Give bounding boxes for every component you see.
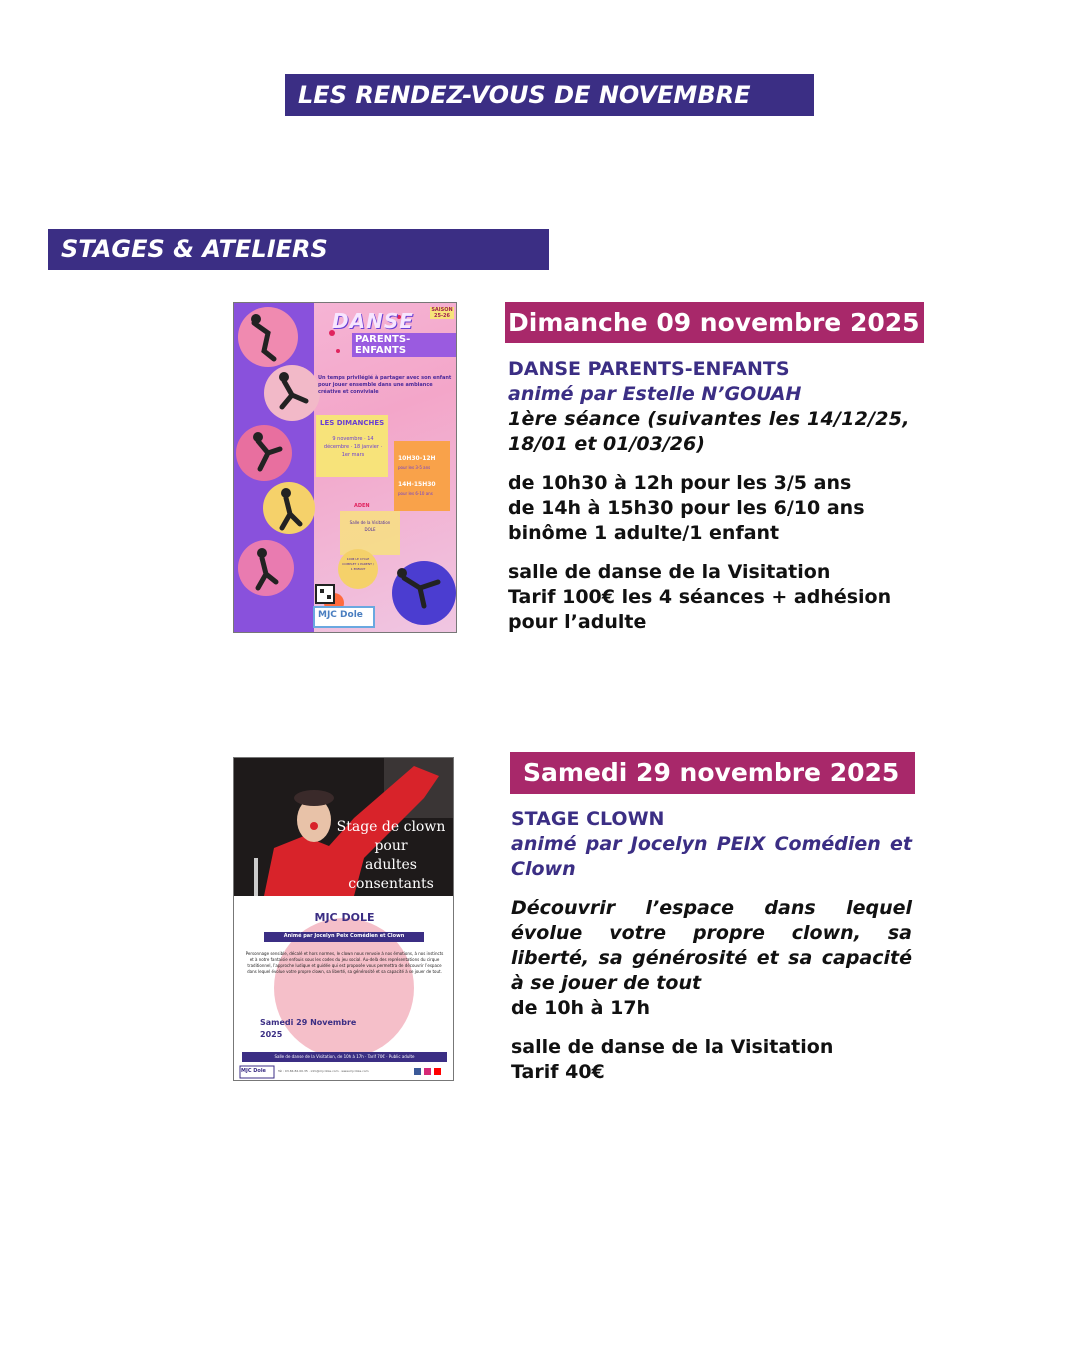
clown-poster-contact: Tél : 03.84.82.00.35 · info@mjcdole.com · www.mjcdole.com [278,1069,369,1073]
event1-place: salle de danse de la Visitation [508,561,831,583]
poster-logo: MJC Dole [318,610,363,620]
clown-overlay-line1: Stage de clown [336,819,446,835]
dance-poster [233,302,457,633]
event2-price: Tarif 40€ [511,1061,605,1083]
poster-venue: Salle de la Visitation DOLE [349,520,391,532]
event1-time1: de 10h30 à 12h pour les 3/5 ans [508,472,852,494]
event2-time: de 10h à 17h [511,997,651,1019]
poster-slot1: 10H30-12H [398,455,436,462]
event1-session-line2: 18/01 et 01/03/26) [508,433,705,455]
clown-poster-footer: Salle de danse de la Visitation, de 10h à 17h · Tarif 70€ · Public adulte [274,1054,415,1059]
clown-poster-logo: MJC Dole [241,1068,266,1074]
event2-place: salle de danse de la Visitation [511,1036,834,1058]
clown-poster-subtitle: Animé par Jocelyn Peix Comédien et Clown [283,933,405,939]
event1-details [508,357,910,635]
poster-price: 100€ LE CYCLE COMPLET 1 PARENT / 1 ENFANT [342,557,374,571]
clown-poster-date2: 2025 [260,1030,283,1039]
poster-slot2: 14H-15H30 [398,481,436,488]
event2-description: Découvrir l’espace dans lequel évolue votre propre clown, sa liberté, sa générosité et sa capacité à se jouer de tout [511,897,912,994]
event2-title: STAGE CLOWN [511,808,665,830]
event2-date: Samedi 29 novembre 2025 [523,758,900,787]
poster-venue-label: ADEN [354,503,370,509]
clown-poster-date1: Samedi 29 Novembre [260,1018,357,1027]
event1-title: DANSE PARENTS-ENFANTS [508,358,790,380]
poster-title-danse: DANSE [332,309,414,333]
clown-overlay-text [326,818,454,894]
event2-date-banner [510,752,915,794]
clown-overlay-line4: consentants [348,876,434,892]
event1-date-banner [505,302,924,343]
poster-slot2-sub: pour les 6-10 ans [398,491,433,496]
event1-animator: animé par Estelle N’GOUAH [508,383,802,405]
page-title: LES RENDEZ-VOUS DE NOVEMBRE [285,74,814,116]
event1-pair: binôme 1 adulte/1 enfant [508,522,780,544]
clown-overlay-line3: adultes [365,857,417,873]
event2-details [511,807,912,1085]
clown-poster [233,757,454,1081]
poster-dates: 9 novembre · 14 décembre · 18 janvier · 1er mars [323,436,383,458]
event1-time2: de 14h à 15h30 pour les 6/10 ans [508,497,865,519]
event1-price-line1: Tarif 100€ les 4 séances + adhésion [508,586,892,608]
poster-title-parents: PARENTS- ENFANTS [352,333,456,357]
clown-poster-org: MJC DOLE [314,911,375,924]
event2-animator: animé par Jocelyn PEIX Comédien et Clown [511,833,912,880]
poster-dimanches-label: LES DIMANCHES [320,419,385,427]
poster-season: SAISON 25-26 [431,307,453,319]
poster-intro: Un temps privilégié à partager avec son enfant pour jouer ensemble dans une ambiance créative et conviviale [318,375,452,395]
event1-date: Dimanche 09 novembre 2025 [508,308,920,337]
clown-overlay-line2: pour [374,838,408,854]
event1-price-line2: pour l’adulte [508,611,647,633]
clown-poster-body: Personnage sensible, décalé et hors normes, le clown nous renvoie à nos émotions, à nos instincts et à notre fantaisie enfouis sous les codes du jeu social. Au-delà des représentations du cirque traditionnel, l’approche ludique et guidée qui est proposée vous permettra de découvrir l’espace dans lequel évolue votre propre clown, sa liberté, sa générosité et sa capacité à se jouer de tout. [245,951,444,974]
event1-session-line1: 1ère séance (suivantes les 14/12/25, [508,408,910,430]
poster-slot1-sub: pour les 3-5 ans [398,465,431,470]
section-title: STAGES & ATELIERS [48,229,549,270]
